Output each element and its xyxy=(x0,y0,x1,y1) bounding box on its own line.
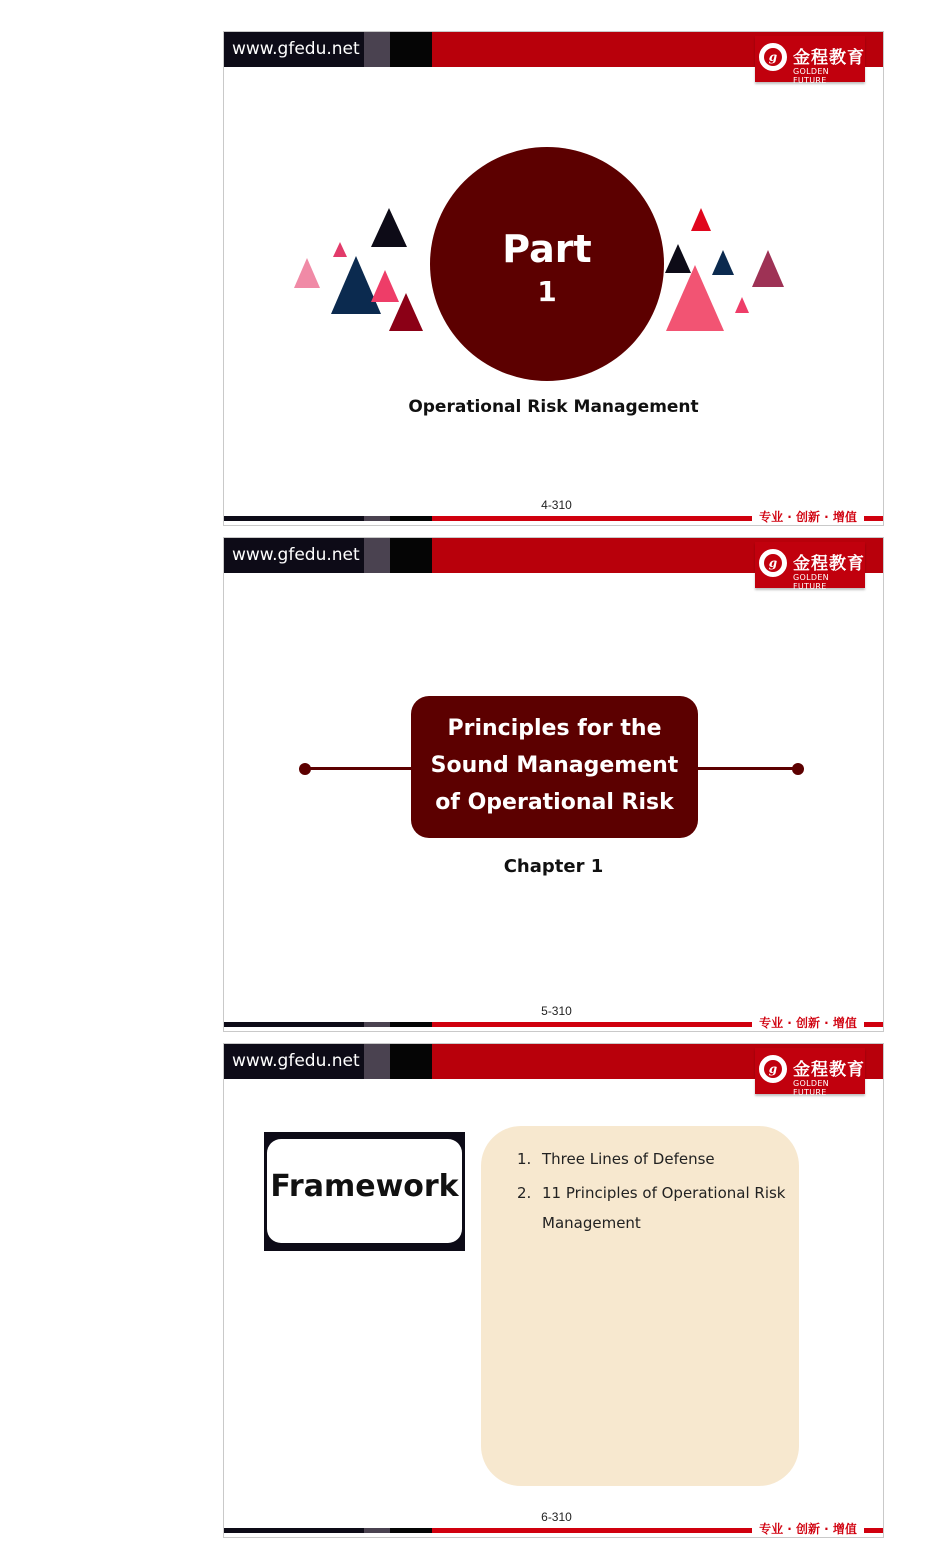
triangle-icon xyxy=(389,293,423,331)
footer-slogan: 专业 · 创新 · 增值 xyxy=(759,1016,857,1030)
connector-dot-right xyxy=(792,763,804,775)
slide-1 xyxy=(223,31,884,526)
chapter-title-line: Principles for the xyxy=(447,716,662,741)
footer-bar xyxy=(224,1022,364,1027)
footer-red-bar-end xyxy=(864,1528,883,1533)
chapter-title-box xyxy=(411,696,698,838)
chapter-title-line: of Operational Risk xyxy=(435,790,674,815)
list-item-text: Three Lines of Defense xyxy=(542,1150,715,1168)
chapter-title-line: Sound Management xyxy=(430,753,679,778)
brand-logo xyxy=(755,1048,865,1097)
logo-chinese-name: 金程教育 xyxy=(793,1060,865,1080)
framework-frame xyxy=(264,1132,465,1251)
footer-bar xyxy=(224,1528,364,1533)
site-url[interactable]: www.gfedu.net xyxy=(232,1051,360,1071)
logo-chinese-name: 金程教育 xyxy=(793,48,865,68)
footer-slogan: 专业 · 创新 · 增值 xyxy=(759,1522,857,1536)
part-label: Part xyxy=(502,227,592,271)
header-accent-grey xyxy=(364,1044,390,1079)
triangle-icon xyxy=(333,242,347,257)
connector-line-right xyxy=(698,767,798,770)
header-accent-grey xyxy=(364,538,390,573)
page-number: 4-310 xyxy=(541,498,572,512)
header-accent-black xyxy=(390,538,432,573)
list-item-number: 1. xyxy=(517,1150,532,1168)
header-bar xyxy=(224,1044,364,1079)
connector-line-left xyxy=(305,767,411,770)
triangle-icon xyxy=(371,208,407,247)
footer-accent-grey xyxy=(364,516,390,521)
logo-english-name: GOLDEN FUTURE xyxy=(793,67,829,85)
footer-accent-grey xyxy=(364,1022,390,1027)
header-bar xyxy=(224,32,364,67)
slide-2 xyxy=(223,537,884,1032)
page-number: 5-310 xyxy=(541,1004,572,1018)
brand-logo xyxy=(755,542,865,591)
site-url[interactable]: www.gfedu.net xyxy=(232,545,360,565)
triangle-icon xyxy=(752,250,784,287)
footer-accent-grey xyxy=(364,1528,390,1533)
logo-english-name: GOLDEN FUTURE xyxy=(793,1079,829,1097)
triangle-icon xyxy=(294,258,320,288)
part-subtitle: Operational Risk Management xyxy=(408,397,699,417)
logo-english-name: GOLDEN FUTURE xyxy=(793,573,829,591)
footer-slogan: 专业 · 创新 · 增值 xyxy=(759,510,857,524)
footer-bar xyxy=(224,516,364,521)
logo-chinese-name: 金程教育 xyxy=(793,554,865,574)
footer-red-bar-end xyxy=(864,1022,883,1027)
page-number: 6-310 xyxy=(541,1510,572,1524)
header-accent-black xyxy=(390,1044,432,1079)
framework-list-panel xyxy=(481,1126,799,1486)
triangle-icon xyxy=(735,297,749,313)
footer-red-bar xyxy=(432,1528,752,1533)
header-accent-grey xyxy=(364,32,390,67)
part-circle xyxy=(430,147,664,381)
triangle-icon xyxy=(666,265,724,331)
logo-seal-icon: g xyxy=(759,43,787,71)
triangle-icon xyxy=(691,208,711,231)
logo-seal-icon: g xyxy=(759,549,787,577)
footer-red-bar xyxy=(432,1022,752,1027)
list-item-text: 11 Principles of Operational Risk Management xyxy=(542,1184,786,1232)
chapter-label: Chapter 1 xyxy=(503,856,604,877)
header-bar xyxy=(224,538,364,573)
site-url[interactable]: www.gfedu.net xyxy=(232,39,360,59)
footer-red-bar-end xyxy=(864,516,883,521)
brand-logo xyxy=(755,36,865,85)
logo-seal-icon: g xyxy=(759,1055,787,1083)
footer-red-bar xyxy=(432,516,752,521)
slide-3 xyxy=(223,1043,884,1538)
footer-accent-black xyxy=(390,1528,432,1533)
framework-card xyxy=(267,1139,462,1243)
list-item-number: 2. xyxy=(517,1184,532,1202)
part-number: 1 xyxy=(537,275,557,308)
header-accent-black xyxy=(390,32,432,67)
footer-accent-black xyxy=(390,516,432,521)
framework-title: Framework xyxy=(270,1169,459,1204)
footer-accent-black xyxy=(390,1022,432,1027)
